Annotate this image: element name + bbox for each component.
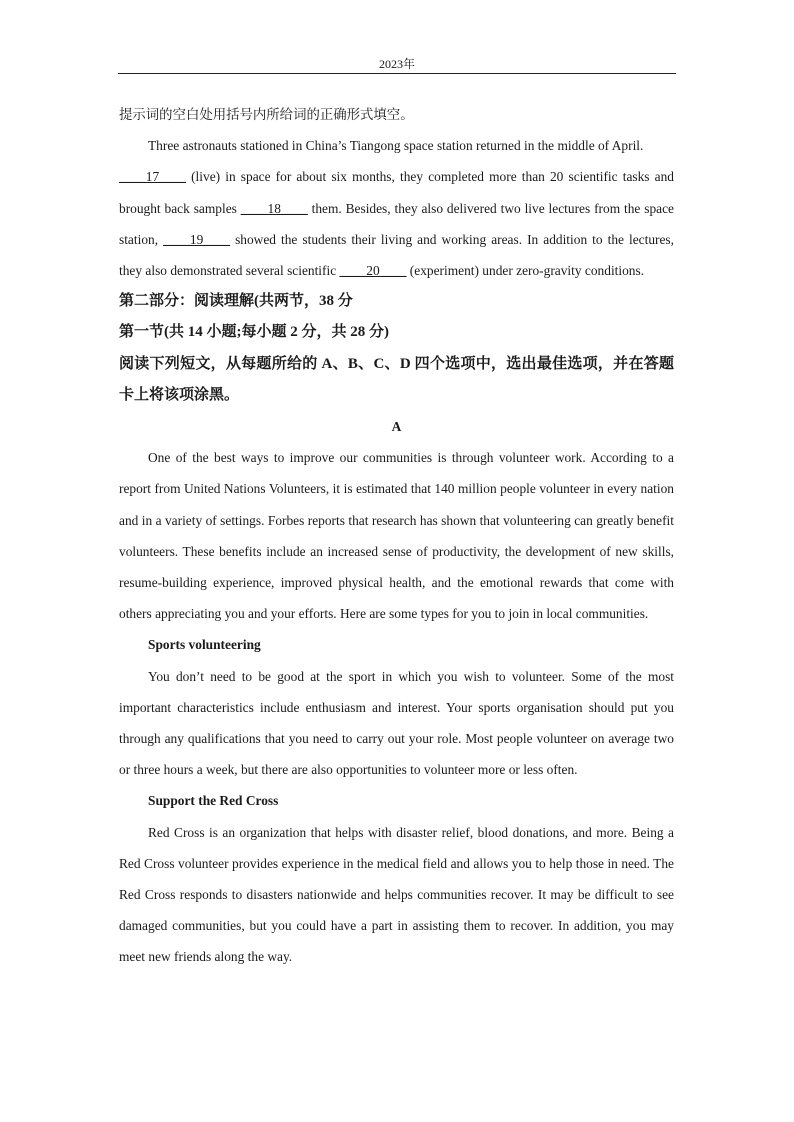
grammar-sentence-3: them. Besides, they also delivered two live lectures from the space station, (119, 200, 674, 247)
page-content (119, 99, 674, 973)
blank-19: ____19____ (163, 231, 231, 247)
blank-20: ____20____ (339, 263, 407, 279)
red-cross-paragraph: Red Cross is an organization that helps with disaster relief, blood donations, and more. Being a Red Cross volunteer provides experience in the medical field and allows you to help those in need. The Red Cross responds to disasters nationwide and helps communities recover. It may be difficult to see damaged communities, but you could have a part in assisting them to recover. In addition, you may meet new friends along the way. (119, 824, 674, 965)
sports-paragraph: You don’t need to be good at the sport in which you wish to volunteer. Some of the most important characteristics include enthusiasm and interest. Your sports organisation should put you through any qualifications that you need to carry out your role. Most people volunteer on average two or three hours a week, but there are also opportunities to volunteer more or less often. (119, 668, 674, 778)
passage-label: A (391, 419, 402, 435)
reading-instruction: 阅读下列短文，从每题所给的 A、B、C、D 四个选项中，选出最佳选项，并在答题卡上将该项涂黑。 (119, 355, 674, 403)
blank-17: ____17____ (119, 169, 186, 185)
grammar-sentence-1: Three astronauts stationed in China’s Tiangong space station returned in the middle of April. (148, 138, 644, 154)
section-heading-sports: Sports volunteering (148, 637, 261, 653)
section1-title: 第一节(共 14 小题;每小题 2 分，共 28 分) (119, 324, 389, 341)
part2-title: 第二部分：阅读理解(共两节，38 分 (119, 293, 353, 310)
section-heading-red-cross: Support the Red Cross (148, 793, 279, 809)
page-header-year: 2023年 (378, 57, 415, 71)
passage-intro: One of the best ways to improve our communities is through volunteer work. According to a report from United Nations Volunteers, it is estimated that 140 million people volunteer in every nation and in a variety of settings. Forbes reports that research has shown that volunteering can greatly benefit volunteers. These benefits include an increased sense of productivity, the development of new skills, resume-building experience, improved physical health, and the emotional rewards that come with others appreciating you and your efforts. Here are some types for you to join in local communities. (119, 450, 674, 622)
header-divider (118, 73, 676, 74)
grammar-sentence-2: (live) in space for about six months, they completed more than 20 scientific tasks and brought back samples (119, 169, 674, 216)
grammar-passage (119, 130, 674, 286)
grammar-sentence-5: (experiment) under zero-gravity conditions. (406, 263, 645, 279)
fill-in-instruction: 提示词的空白处用括号内所给词的正确形式填空。 (119, 107, 414, 122)
blank-18: ____18____ (240, 200, 308, 216)
grammar-sentence-4: showed the students their living and working areas. In addition to the lectures, they also demonstrated several scientific (119, 231, 674, 279)
